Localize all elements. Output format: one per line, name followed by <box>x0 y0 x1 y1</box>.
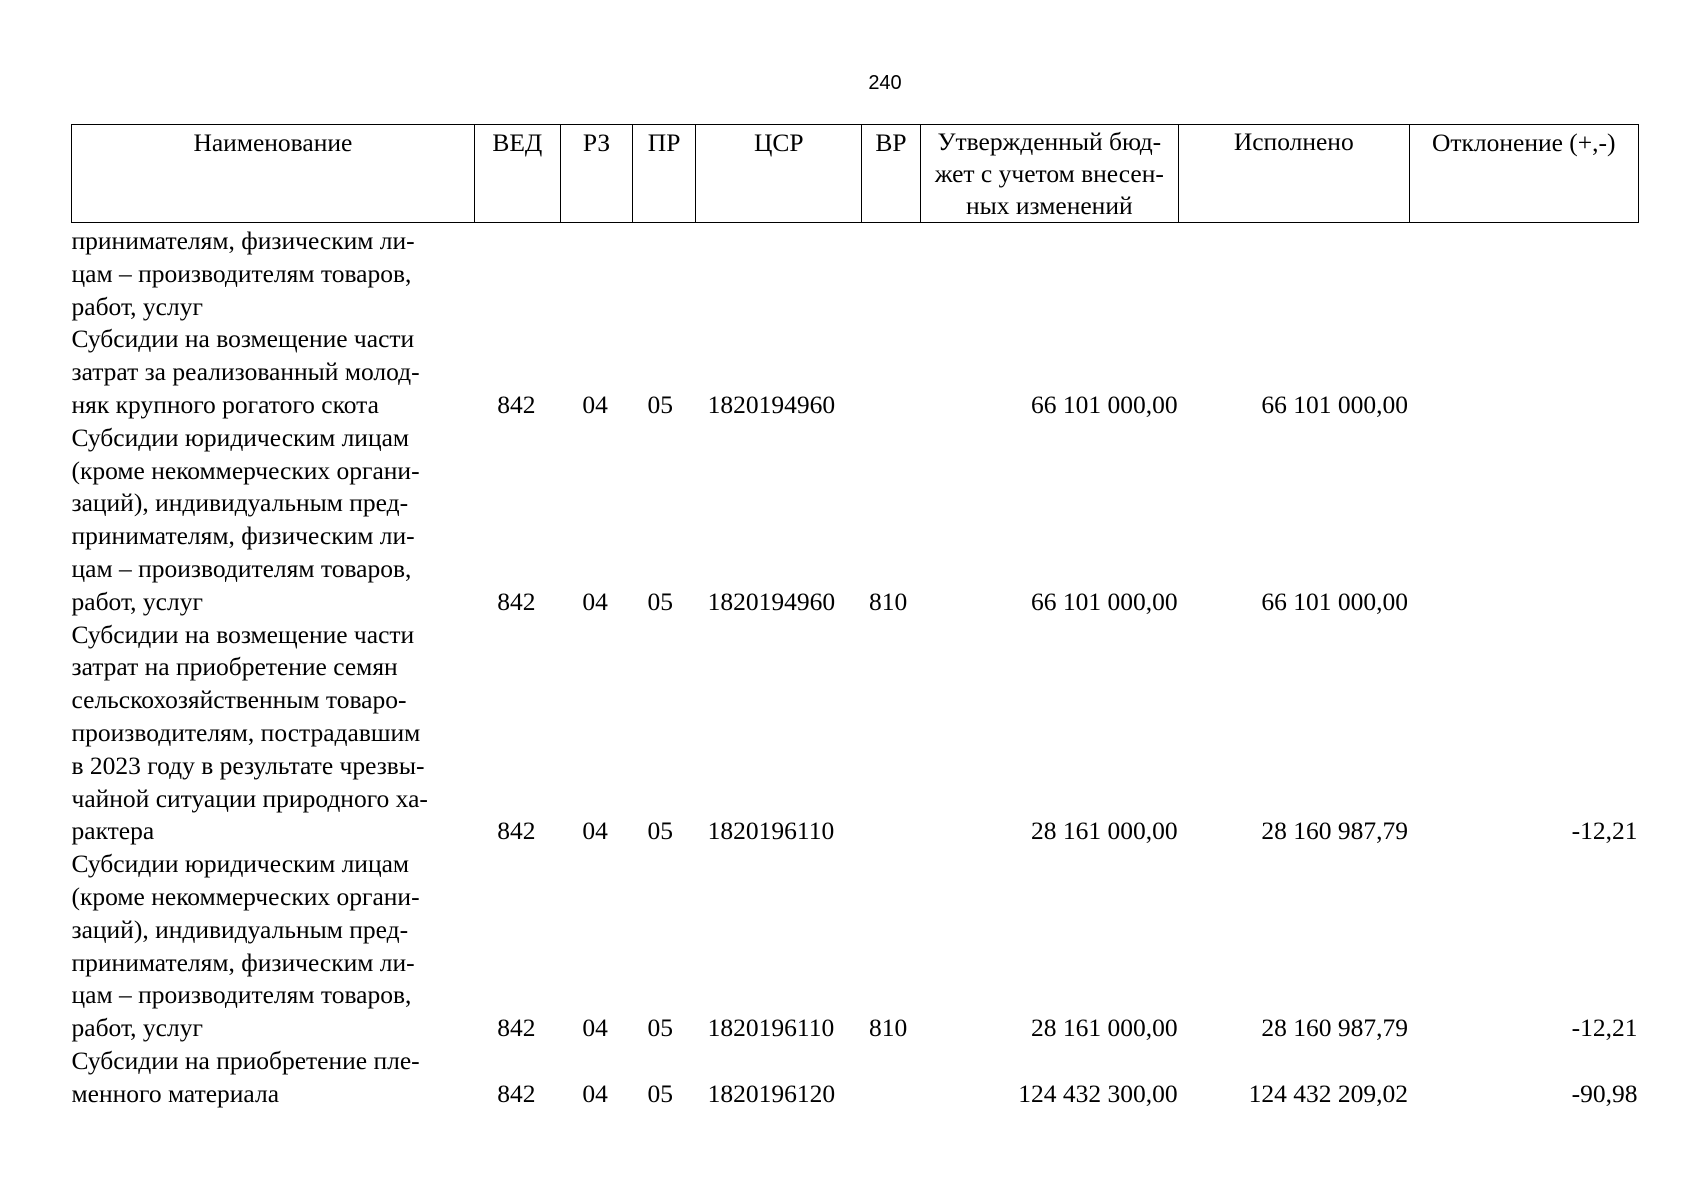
cell-deviation <box>1409 323 1639 421</box>
cell-name-line: (кроме некоммерческих органи- <box>71 881 420 911</box>
cell-name <box>72 619 475 849</box>
cell-pr: 05 <box>647 816 674 846</box>
cell-name-line: Субсидии на возмещение части <box>71 324 415 354</box>
cell-executed <box>1179 223 1409 324</box>
header-budget-line: Утвержденный бюд- <box>937 127 1162 156</box>
cell-csr: 1820194960 <box>707 389 836 419</box>
table-row <box>72 619 1639 849</box>
cell-rz: 04 <box>582 816 608 846</box>
header-deviation: Отклонение (+,-) <box>1409 125 1639 223</box>
cell-name-line: принимателям, физическим ли- <box>71 521 415 551</box>
cell-name-line: чайной ситуации природного ха- <box>71 783 428 813</box>
cell-ved: 842 <box>497 1078 536 1108</box>
table-row <box>72 223 1639 324</box>
cell-approved-budget: 66 101 000,00 <box>1030 586 1178 616</box>
cell-ved: 842 <box>497 1013 536 1043</box>
header-approved-budget <box>920 125 1178 223</box>
cell-csr <box>696 223 862 324</box>
cell-executed: 66 101 000,00 <box>1261 586 1408 616</box>
cell-name-line: Субсидии на приобретение пле- <box>71 1045 420 1075</box>
header-name: Наименование <box>72 125 475 223</box>
cell-vr <box>862 323 920 421</box>
cell-ved: 842 <box>497 389 536 419</box>
cell-deviation: -12,21 <box>1571 1013 1638 1043</box>
cell-pr <box>633 223 696 324</box>
cell-name-line: цам – производителям товаров, <box>71 553 412 583</box>
table-row <box>72 323 1639 421</box>
cell-approved-budget: 28 161 000,00 <box>1030 1013 1178 1043</box>
cell-name-line: работ, услуг <box>71 586 203 616</box>
cell-rz: 04 <box>582 1013 608 1043</box>
cell-csr: 1820196110 <box>707 1013 835 1043</box>
cell-name-line: заций), индивидуальным пред- <box>71 914 409 944</box>
cell-name-line: Субсидии юридическим лицам <box>71 422 410 452</box>
table-row <box>72 422 1639 619</box>
cell-name <box>72 1045 475 1111</box>
cell-pr: 05 <box>647 1078 674 1108</box>
cell-vr <box>862 619 920 849</box>
cell-deviation: -90,98 <box>1571 1078 1638 1108</box>
cell-name-line: Субсидии на возмещение части <box>71 619 415 649</box>
page-number: 240 <box>868 72 902 94</box>
cell-name-line: затрат за реализованный молод- <box>71 357 420 387</box>
cell-rz: 04 <box>582 389 608 419</box>
cell-rz: 04 <box>582 1078 608 1108</box>
cell-name-line: в 2023 году в результате чрезвы- <box>71 750 425 780</box>
cell-name-line: цам – производителям товаров, <box>71 258 412 288</box>
cell-ved: 842 <box>497 586 536 616</box>
cell-vr <box>862 223 920 324</box>
cell-deviation <box>1409 422 1639 619</box>
cell-name-line: принимателям, физическим ли- <box>71 226 415 255</box>
cell-executed: 66 101 000,00 <box>1261 389 1408 419</box>
cell-csr: 1820194960 <box>707 586 836 616</box>
cell-name-line: няк крупного рогатого скота <box>71 389 379 419</box>
header-executed: Исполнено <box>1179 125 1409 223</box>
cell-name-line: принимателям, физическим ли- <box>71 947 415 977</box>
budget-table <box>71 124 1639 1111</box>
header-budget-line: ных изменений <box>966 191 1133 220</box>
cell-name <box>72 848 475 1045</box>
cell-name <box>72 323 475 421</box>
cell-rz: 04 <box>582 586 608 616</box>
cell-pr: 05 <box>647 586 674 616</box>
cell-name-line: заций), индивидуальным пред- <box>71 488 409 518</box>
header-vr: ВР <box>862 125 920 223</box>
cell-pr: 05 <box>647 389 674 419</box>
cell-ved <box>474 223 560 324</box>
table-header-row <box>72 125 1639 223</box>
cell-name <box>72 422 475 619</box>
cell-approved-budget: 28 161 000,00 <box>1030 816 1178 846</box>
table-row <box>72 848 1639 1045</box>
cell-rz <box>560 223 632 324</box>
cell-vr: 810 <box>868 586 908 616</box>
cell-executed: 28 160 987,79 <box>1261 1013 1408 1043</box>
cell-executed: 124 432 209,02 <box>1248 1078 1408 1108</box>
cell-ved: 842 <box>497 816 536 846</box>
cell-csr: 1820196110 <box>707 816 835 846</box>
header-pr: ПР <box>633 125 696 223</box>
cell-vr <box>862 1045 920 1111</box>
budget-report-page <box>71 124 1639 1111</box>
cell-approved-budget: 66 101 000,00 <box>1030 389 1178 419</box>
cell-name-line: работ, услуг <box>71 1013 203 1043</box>
cell-name-line: работ, услуг <box>71 291 203 321</box>
cell-approved-budget: 124 432 300,00 <box>1018 1078 1178 1108</box>
cell-pr: 05 <box>647 1013 674 1043</box>
table-body <box>72 223 1639 1111</box>
cell-name-line: цам – производителям товаров, <box>71 980 412 1010</box>
cell-name-line: (кроме некоммерческих органи- <box>71 455 420 485</box>
cell-name-line: рактера <box>71 816 155 846</box>
table-row <box>72 1045 1639 1111</box>
cell-name-line: производителям, пострадавшим <box>71 717 421 747</box>
header-ved: ВЕД <box>474 125 560 223</box>
header-budget-line: жет с учетом внесен- <box>934 159 1164 188</box>
cell-name-line: менного материала <box>71 1078 280 1108</box>
header-rz: РЗ <box>560 125 632 223</box>
cell-name-line: Субсидии юридическим лицам <box>71 849 410 879</box>
cell-name <box>72 223 475 324</box>
cell-vr: 810 <box>868 1013 908 1043</box>
cell-csr: 1820196120 <box>707 1078 836 1108</box>
header-csr: ЦСР <box>696 125 862 223</box>
cell-deviation: -12,21 <box>1571 816 1638 846</box>
cell-name-line: затрат на приобретение семян <box>71 652 398 682</box>
cell-name-line: сельскохозяйственным товаро- <box>71 685 407 715</box>
cell-approved-budget <box>920 223 1178 324</box>
cell-deviation <box>1409 223 1639 324</box>
cell-executed: 28 160 987,79 <box>1261 816 1408 846</box>
